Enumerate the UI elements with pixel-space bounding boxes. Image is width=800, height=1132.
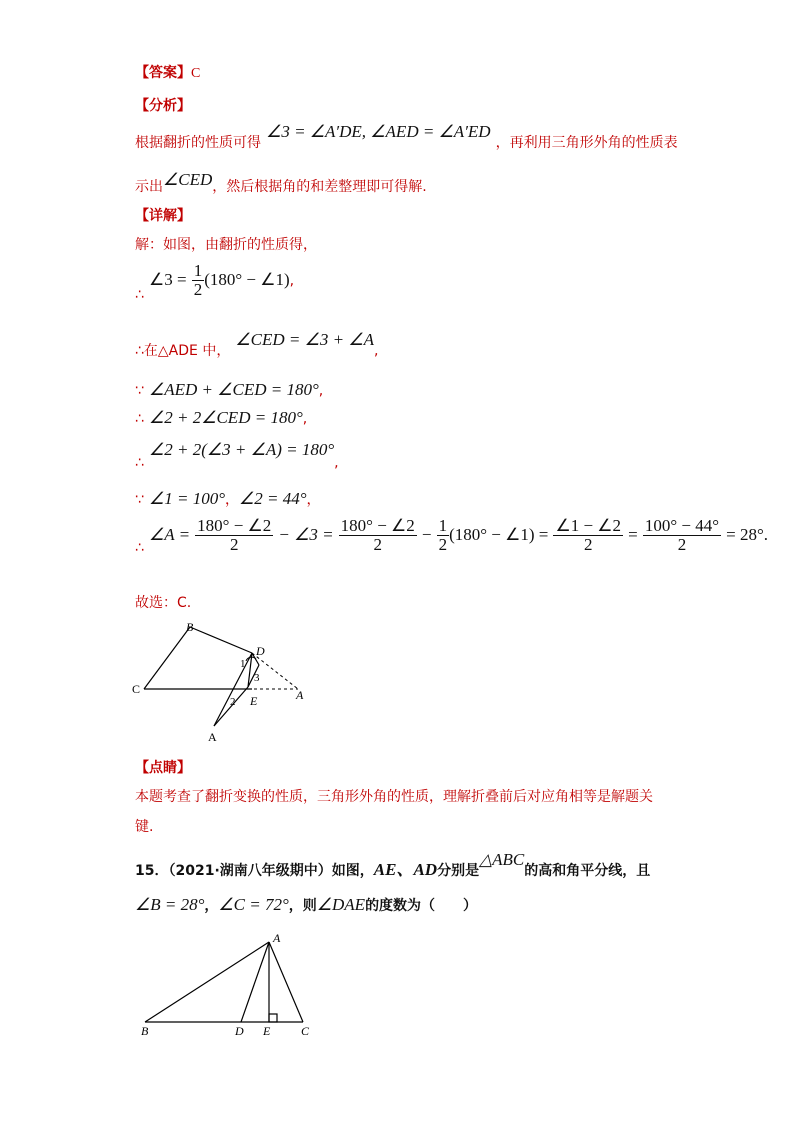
label-C: C (132, 682, 141, 696)
fraction-denominator: 2 (438, 535, 448, 554)
label-E: E (263, 1024, 271, 1038)
fraction-numerator: 1 (438, 516, 448, 535)
bisector-AD (241, 942, 269, 1022)
label-C: C (301, 1024, 310, 1038)
edge-BD (190, 627, 252, 653)
formula: ∠1 = 100° (149, 489, 226, 508)
fraction-numerator: 100° − 44° (644, 516, 720, 535)
question-text: ，则 (288, 898, 317, 914)
comment-line-1: 本题考查了翻折变换的性质，三角形外角的性质，理解折叠前后对应角相等是解题关 (135, 789, 653, 805)
analysis-formula: ∠CED (163, 170, 213, 189)
fraction-denominator: 2 (373, 535, 382, 554)
step-2 (135, 330, 379, 359)
punctuation: , (334, 455, 339, 471)
right-angle-mark (269, 1014, 277, 1022)
question-15-line-1 (135, 845, 651, 879)
question-text: 分别是 (437, 863, 480, 879)
punctuation: ， (204, 898, 219, 914)
answer-value: C (191, 66, 201, 81)
comment-label: 【点睛】 (135, 760, 191, 776)
step-5 (135, 440, 339, 471)
label-1: 1 (240, 658, 246, 670)
question-source: （2021·湖南八年级期中）如图， (168, 863, 374, 879)
label-A: A (273, 931, 281, 945)
analysis-text: ，然后根据角的和差整理即可得解. (212, 179, 427, 195)
side-AC (269, 942, 303, 1022)
question-number: 15． (135, 863, 169, 879)
label-D: D (235, 1024, 244, 1038)
question-formula: AE、AD (373, 860, 438, 879)
punctuation: ， (225, 492, 240, 508)
step-6 (135, 489, 321, 509)
analysis-text: ，再利用三角形外角的性质表 (495, 135, 678, 151)
comment-line-2: 键. (135, 819, 154, 835)
fraction-denominator: 2 (677, 535, 687, 554)
formula: ∠CED = ∠3 + ∠A (235, 330, 374, 349)
step-1 (135, 261, 295, 303)
answer-heading (135, 62, 200, 82)
therefore-symbol: ∴ (135, 411, 144, 427)
detail-intro: 解：如图，由翻折的性质得， (135, 237, 317, 253)
punctuation: , (302, 411, 308, 427)
formula: = (628, 525, 638, 544)
formula: (180° − ∠1) = (449, 525, 549, 544)
therefore-symbol: ∴ (135, 287, 144, 303)
step-7 (135, 517, 768, 554)
answer-label: 【答案】 (135, 65, 191, 81)
triangle-abc-diagram (135, 930, 325, 1045)
because-symbol: ∵ (135, 383, 144, 399)
label-A-original: A (296, 688, 304, 702)
fraction-denominator: 2 (229, 535, 239, 554)
punctuation: , (289, 273, 295, 289)
because-symbol: ∵ (135, 492, 144, 508)
step-4 (135, 408, 307, 428)
analysis-line-1 (135, 122, 678, 151)
formula: ∠A = (149, 525, 191, 544)
formula: − (421, 525, 432, 544)
analysis-label: 【分析】 (135, 98, 191, 114)
label-3: 3 (254, 672, 260, 684)
question-formula: ∠C = 72° (218, 895, 289, 914)
punctuation: , (373, 343, 379, 359)
question-15-line-2 (135, 895, 477, 915)
formula: = 28° (726, 525, 764, 544)
punctuation: , (318, 383, 324, 399)
therefore-symbol: ∴ (135, 455, 144, 471)
question-text: 的度数为（ ） (365, 898, 478, 914)
analysis-text: 根据翻折的性质可得 (135, 135, 261, 151)
question-formula: ∠DAE (316, 895, 366, 914)
formula: (180° − ∠1) (204, 270, 290, 289)
folding-diagram (130, 615, 320, 745)
formula: ∠3 = (149, 270, 187, 289)
question-formula: ∠B = 28° (135, 895, 205, 914)
choice-text: 故选：C. (135, 595, 192, 611)
therefore-symbol: ∴ (135, 540, 144, 556)
step-text: ∴在△ADE 中， (135, 343, 231, 359)
analysis-text: 示出 (135, 179, 163, 195)
formula: ∠2 = 44° (239, 489, 307, 508)
label-A-folded: A (208, 730, 217, 744)
fraction-numerator: ∠1 − ∠2 (555, 516, 622, 535)
formula: − ∠3 = (278, 525, 334, 544)
detail-label: 【详解】 (135, 208, 191, 224)
side-AB (145, 942, 269, 1022)
fraction-denominator: 2 (584, 535, 593, 554)
analysis-formula: ∠3 = ∠A′DE, ∠AED = ∠A′ED (266, 122, 491, 141)
fraction-numerator: 180° − ∠2 (340, 516, 415, 535)
label-B: B (186, 620, 194, 634)
fraction-numerator: 1 (193, 261, 203, 280)
punctuation: ， (306, 492, 321, 508)
label-B: B (141, 1024, 149, 1038)
analysis-line-2 (135, 170, 427, 195)
punctuation: . (763, 525, 769, 544)
question-formula: △ABC (479, 850, 525, 869)
edge-BC (144, 627, 190, 689)
label-2: 2 (230, 696, 236, 708)
formula: ∠AED + ∠CED = 180° (149, 380, 319, 399)
formula: ∠2 + 2(∠3 + ∠A) = 180° (149, 440, 335, 459)
formula: ∠2 + 2∠CED = 180° (149, 408, 303, 427)
label-D: D (256, 644, 265, 658)
fraction-denominator: 2 (193, 280, 203, 299)
step-3 (135, 380, 323, 400)
label-E: E (250, 694, 258, 708)
question-text: 的高和角平分线，且 (524, 863, 651, 879)
fraction-numerator: 180° − ∠2 (197, 516, 272, 535)
